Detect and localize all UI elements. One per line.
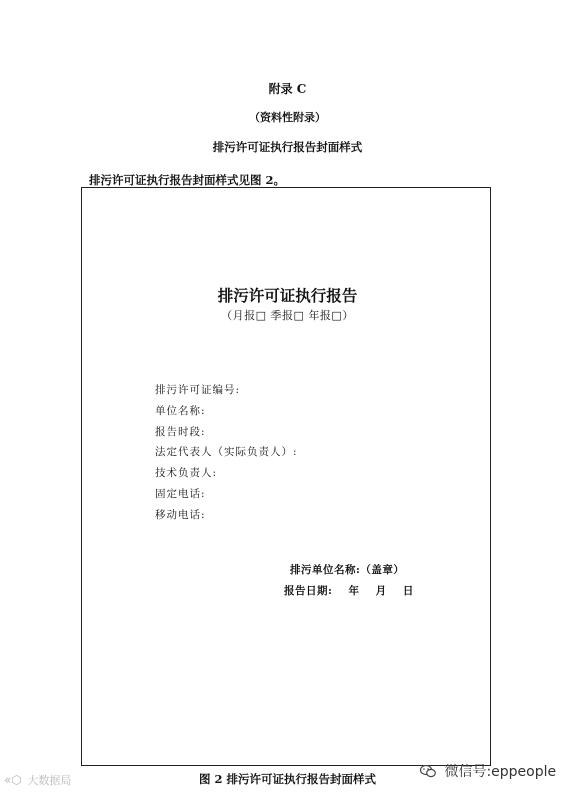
watermark-left [4, 772, 71, 788]
field-report-period: 报告时段: [155, 426, 206, 438]
appendix-subtitle: （资料性附录） [249, 111, 326, 124]
watermark-right [420, 761, 556, 781]
appendix-title: 附录 C [268, 82, 307, 96]
figure-caption: 图 2 排污许可证执行报告封面样式 [198, 772, 376, 786]
wechat-icon [420, 764, 436, 778]
field-technical-lead: 技术负责人: [155, 467, 218, 479]
watermark-right-text: 微信号:eppeople [444, 764, 557, 780]
cover-title: 排污许可证执行报告 [217, 286, 358, 305]
field-permit-number: 排污许可证编号: [155, 384, 241, 396]
field-unit-name: 单位名称: [155, 405, 206, 417]
cover-subtitle: （月报□ 季报□ 年报□） [221, 309, 354, 322]
intro-text: 排污许可证执行报告封面样式见图 2。 [89, 173, 286, 187]
watermark-left-text: 大数据局 [27, 774, 72, 787]
appendix-heading: 排污许可证执行报告封面样式 [212, 140, 363, 154]
watermark-logo-icon: «⬡ [4, 773, 22, 787]
field-mobile: 移动电话: [155, 509, 206, 521]
cover-frame [81, 187, 491, 766]
signature-report-date: 报告日期: 年 月 日 [284, 585, 414, 597]
field-landline: 固定电话: [155, 488, 206, 500]
signature-org-name: 排污单位名称:（盖章） [290, 564, 405, 576]
field-legal-representative: 法定代表人（实际负责人）: [155, 446, 298, 458]
